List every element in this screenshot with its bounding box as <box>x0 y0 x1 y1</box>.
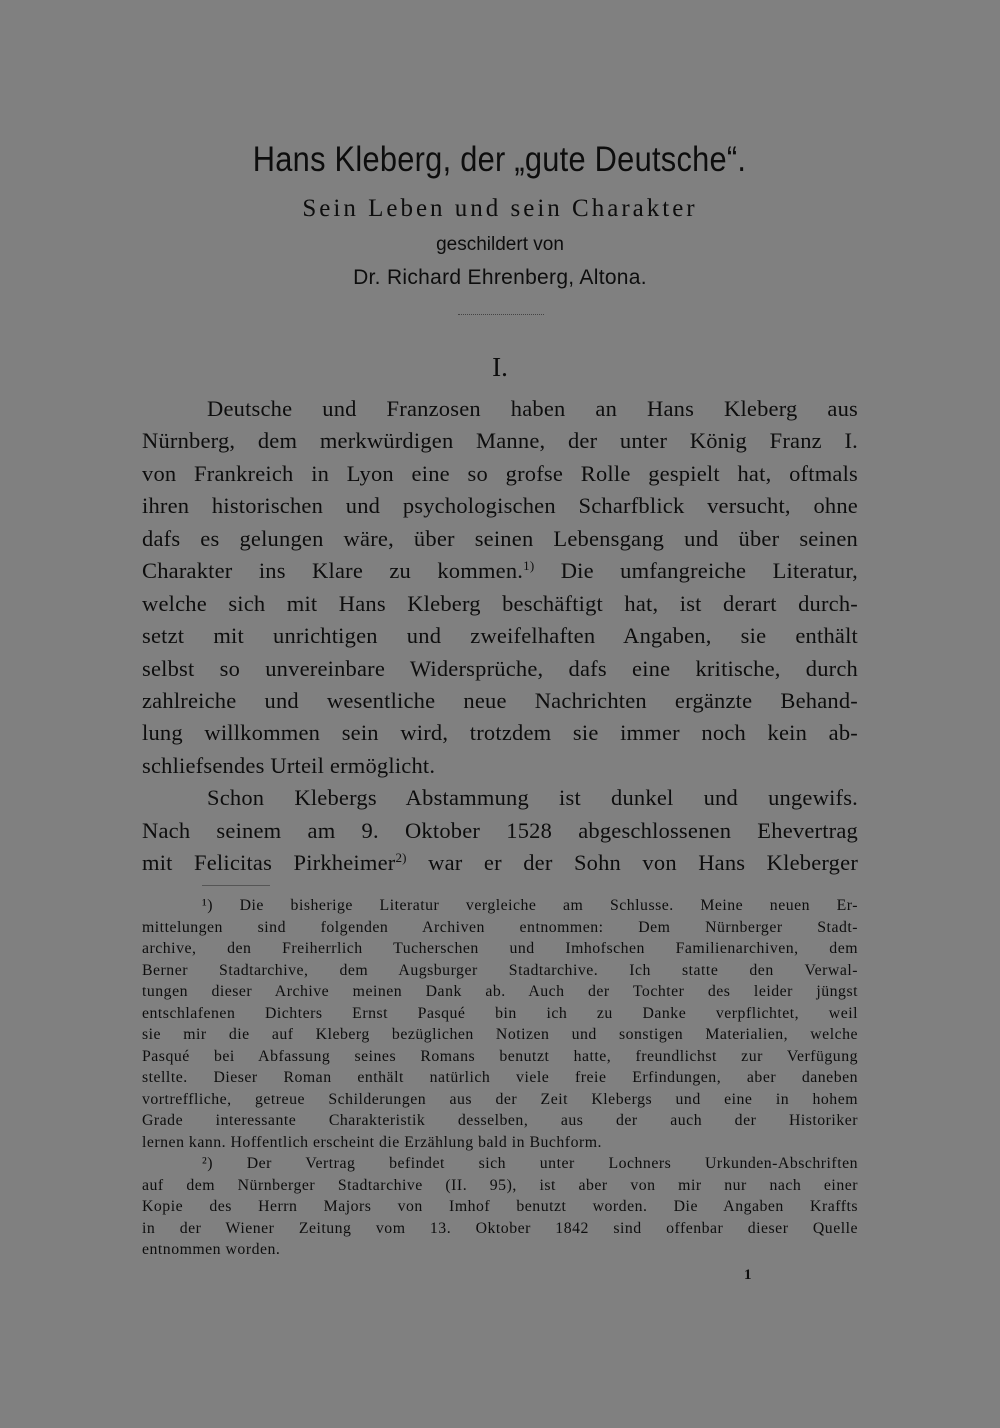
article-subtitle: Sein Leben und sein Charakter <box>302 195 698 222</box>
body-line: dafs es gelungen wäre, über seinen Lebensgang und über seinen <box>142 525 858 551</box>
body-line: von Frankreich in Lyon eine so grofse Rolle gespielt hat, oftmals <box>142 460 858 486</box>
body-line: selbst so unvereinbare Widersprüche, dafs eine kritische, durch <box>142 655 858 681</box>
body-line: Nach seinem am 9. Oktober 1528 abgeschlossenen Ehevertrag <box>142 817 858 843</box>
byline: geschildert von <box>436 234 564 255</box>
footnote-line: ¹) Die bisherige Literatur vergleiche am Schlusse. Meine neuen Er- <box>202 897 858 914</box>
footnotes <box>142 895 858 1261</box>
footnote-line: lernen kann. Hoffentlich erscheint die Erzählung bald in Buchform. <box>142 1133 602 1151</box>
footnote-line: Grade interessante Charakteristik desselben, aus der auch der Historiker <box>142 1112 858 1129</box>
footnote-rule <box>202 885 270 886</box>
footnote-line: Berner Stadtarchive, dem Augsburger Stadtarchive. Ich statte den Verwal- <box>142 961 858 979</box>
footnote-line: entschlafenen Dichters Ernst Pasqué bin ich zu Danke verpflichtet, weil <box>142 1004 858 1022</box>
author-name: Dr. Richard Ehrenberg, Altona. <box>353 266 647 289</box>
footnote-line: entnommen worden. <box>142 1241 281 1258</box>
body-line: schliefsendes Urteil ermöglicht. <box>142 752 436 778</box>
footnote-line: Pasqué bei Abfassung seines Romans benutzt hatte, freundlichst zur Verfügung <box>142 1047 858 1065</box>
footnote-line: vortreffliche, getreue Schilderungen aus der Zeit Klebergs und eine in hohem <box>142 1090 858 1108</box>
page-number: 1 <box>744 1267 752 1283</box>
body-line: zahlreiche und wesentliche neue Nachrichten ergänzte Behand- <box>142 687 858 713</box>
body-line: lung willkommen sein wird, trotzdem sie immer noch kein ab- <box>142 720 858 746</box>
body-line-text: Charakter ins Klare zu kommen. <box>142 558 524 584</box>
body-line: Nürnberg, dem merkwürdigen Manne, der unter König Franz I. <box>142 428 858 454</box>
section-numeral: I. <box>492 352 508 382</box>
footnote-line: Kopie des Herrn Majors von Imhof benutzt worden. Die Angaben Kraffts <box>142 1198 858 1215</box>
body-line: Schon Klebergs Abstammung ist dunkel und ungewifs. <box>207 785 858 811</box>
footnote-line: archive, den Freiherrlich Tucherschen und Imhofschen Familienarchiven, dem <box>142 940 858 957</box>
body-text <box>142 393 858 880</box>
body-line: welche sich mit Hans Kleberg beschäftigt hat, ist derart durch- <box>142 590 858 616</box>
footnote-line: sie mir die auf Kleberg bezüglichen Notizen und sonstigen Materialien, welche <box>142 1026 858 1043</box>
footnote-line: stellte. Dieser Roman enthält natürlich viele freie Erfindungen, aber daneben <box>142 1069 858 1086</box>
footnote-mark: 2) <box>395 850 407 866</box>
body-line-text: mit Felicitas Pirkheimer <box>142 850 396 876</box>
footnote-line: in der Wiener Zeitung vom 13. Oktober 1842 sind offenbar dieser Quelle <box>142 1219 858 1237</box>
body-line-text: war er der Sohn von Hans Kleberger <box>428 850 858 876</box>
footnote-line: auf dem Nürnberger Stadtarchive (II. 95), ist aber von mir nur nach einer <box>142 1176 858 1194</box>
footnote-line: mittelungen sind folgenden Archiven entnommen: Dem Nürnberger Stadt- <box>142 918 858 936</box>
footnote-line: ²) Der Vertrag befindet sich unter Lochners Urkunden-Abschriften <box>202 1155 858 1172</box>
title-divider <box>458 314 544 315</box>
article-title: Hans Kleberg, der „gute Deutsche“. <box>252 140 747 179</box>
body-line-text: Die umfangreiche Literatur, <box>534 558 858 584</box>
body-line <box>142 847 858 879</box>
footnote-mark: 1) <box>523 558 535 574</box>
body-line: ihren historischen und psychologischen Scharfblick versucht, ohne <box>142 493 858 519</box>
body-line <box>142 555 858 587</box>
body-line: Deutsche und Franzosen haben an Hans Kleberg aus <box>207 396 858 421</box>
body-line: setzt mit unrichtigen und zweifelhaften Angaben, sie enthält <box>142 623 858 649</box>
footnote-line: tungen dieser Archive meinen Dank ab. Auch der Tochter des leider jüngst <box>142 983 858 1000</box>
